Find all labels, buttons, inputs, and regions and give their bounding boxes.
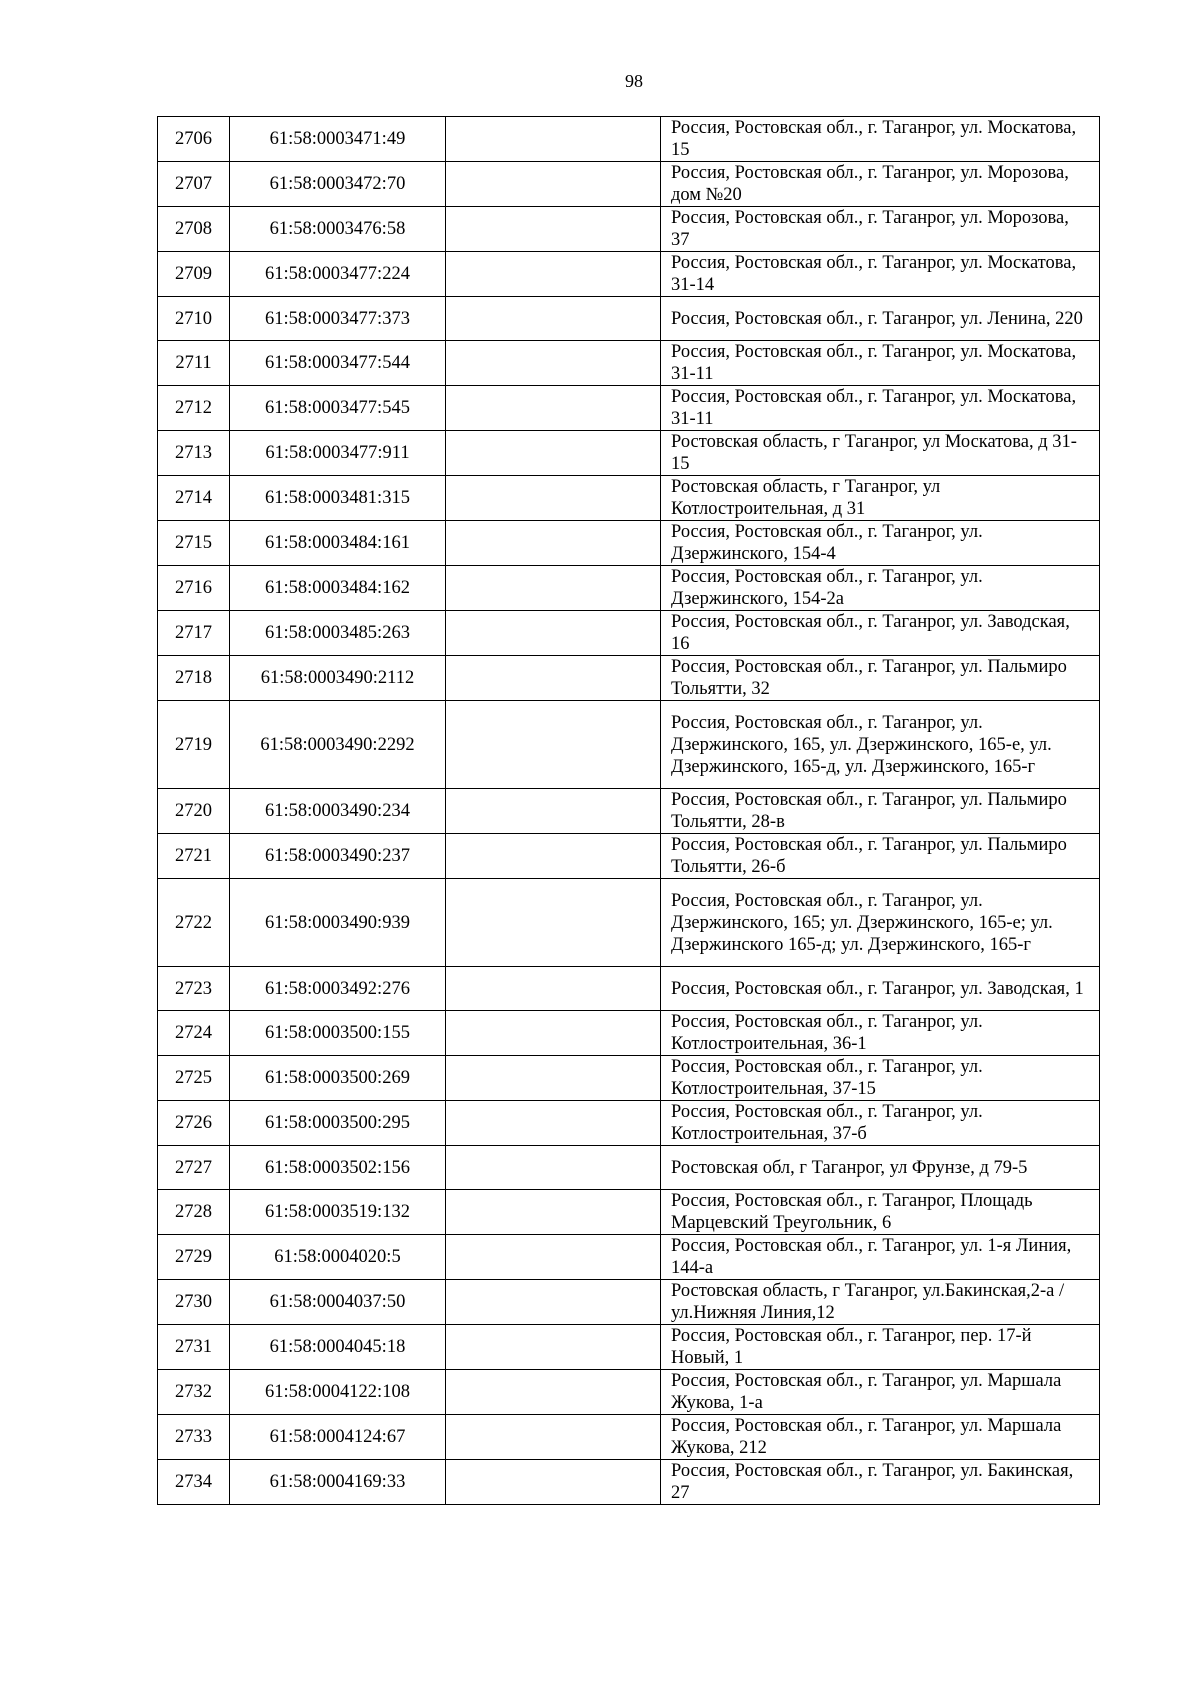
empty-cell [446, 297, 661, 341]
table-row [158, 566, 1100, 611]
row-number-cell: 2706 [158, 117, 230, 162]
table-row [158, 207, 1100, 252]
cadastral-number-cell: 61:58:0003481:315 [230, 476, 446, 521]
address-cell: Россия, Ростовская обл., г. Таганрог, ул. Бакинская, 27 [661, 1460, 1100, 1505]
row-number-cell: 2709 [158, 252, 230, 297]
cadastral-number-cell: 61:58:0003477:224 [230, 252, 446, 297]
table-row [158, 341, 1100, 386]
row-number-cell: 2712 [158, 386, 230, 431]
cadastral-number-cell: 61:58:0003490:2292 [230, 701, 446, 789]
cadastral-number-cell: 61:58:0003490:234 [230, 789, 446, 834]
cadastral-number-cell: 61:58:0003492:276 [230, 967, 446, 1011]
row-number-cell: 2727 [158, 1146, 230, 1190]
address-cell: Ростовская обл, г Таганрог, ул Фрунзе, д 79-5 [661, 1146, 1100, 1190]
cadastral-number-cell: 61:58:0004020:5 [230, 1235, 446, 1280]
table-row [158, 386, 1100, 431]
registry-table [157, 116, 1100, 1505]
row-number-cell: 2721 [158, 834, 230, 879]
row-number-cell: 2731 [158, 1325, 230, 1370]
table-row [158, 476, 1100, 521]
table-row [158, 611, 1100, 656]
empty-cell [446, 611, 661, 656]
empty-cell [446, 789, 661, 834]
row-number-cell: 2720 [158, 789, 230, 834]
cadastral-number-cell: 61:58:0004037:50 [230, 1280, 446, 1325]
empty-cell [446, 207, 661, 252]
empty-cell [446, 521, 661, 566]
empty-cell [446, 386, 661, 431]
cadastral-number-cell: 61:58:0003519:132 [230, 1190, 446, 1235]
cadastral-number-cell: 61:58:0004122:108 [230, 1370, 446, 1415]
address-cell: Россия, Ростовская обл., г. Таганрог, ул. Маршала Жукова, 1-а [661, 1370, 1100, 1415]
cadastral-number-cell: 61:58:0003477:544 [230, 341, 446, 386]
cadastral-number-cell: 61:58:0004124:67 [230, 1415, 446, 1460]
address-cell: Россия, Ростовская обл., г. Таганрог, ул. Москатова, 31-11 [661, 386, 1100, 431]
table-row [158, 789, 1100, 834]
address-cell: Россия, Ростовская обл., г. Таганрог, ул. Дзержинского, 154-2а [661, 566, 1100, 611]
address-cell: Россия, Ростовская обл., г. Таганрог, ул. Москатова, 31-11 [661, 341, 1100, 386]
empty-cell [446, 1011, 661, 1056]
empty-cell [446, 341, 661, 386]
address-cell: Россия, Ростовская обл., г. Таганрог, ул. Заводская, 16 [661, 611, 1100, 656]
table-row [158, 1280, 1100, 1325]
address-cell: Россия, Ростовская обл., г. Таганрог, ул. Морозова, дом №20 [661, 162, 1100, 207]
row-number-cell: 2734 [158, 1460, 230, 1505]
table-row [158, 162, 1100, 207]
row-number-cell: 2719 [158, 701, 230, 789]
cadastral-number-cell: 61:58:0003477:373 [230, 297, 446, 341]
table-row [158, 1370, 1100, 1415]
cadastral-number-cell: 61:58:0003500:269 [230, 1056, 446, 1101]
address-cell: Россия, Ростовская обл., г. Таганрог, ул. Морозова, 37 [661, 207, 1100, 252]
row-number-cell: 2716 [158, 566, 230, 611]
address-cell: Ростовская область, г Таганрог, ул.Бакинская,2-а / ул.Нижняя Линия,12 [661, 1280, 1100, 1325]
empty-cell [446, 834, 661, 879]
table-row [158, 431, 1100, 476]
cadastral-number-cell: 61:58:0004169:33 [230, 1460, 446, 1505]
cadastral-number-cell: 61:58:0004045:18 [230, 1325, 446, 1370]
address-cell: Россия, Ростовская обл., г. Таганрог, ул. Котлостроительная, 37-15 [661, 1056, 1100, 1101]
row-number-cell: 2710 [158, 297, 230, 341]
address-cell: Россия, Ростовская обл., г. Таганрог, ул. Пальмиро Тольятти, 26-б [661, 834, 1100, 879]
address-cell: Россия, Ростовская обл., г. Таганрог, ул. 1-я Линия, 144-а [661, 1235, 1100, 1280]
empty-cell [446, 1056, 661, 1101]
row-number-cell: 2733 [158, 1415, 230, 1460]
table-row [158, 1460, 1100, 1505]
cadastral-number-cell: 61:58:0003500:155 [230, 1011, 446, 1056]
table-row [158, 1011, 1100, 1056]
empty-cell [446, 879, 661, 967]
table-row [158, 834, 1100, 879]
empty-cell [446, 162, 661, 207]
row-number-cell: 2708 [158, 207, 230, 252]
empty-cell [446, 566, 661, 611]
cadastral-number-cell: 61:58:0003476:58 [230, 207, 446, 252]
address-cell: Россия, Ростовская обл., г. Таганрог, ул. Маршала Жукова, 212 [661, 1415, 1100, 1460]
address-cell: Россия, Ростовская обл., г. Таганрог, ул. Пальмиро Тольятти, 28-в [661, 789, 1100, 834]
cadastral-number-cell: 61:58:0003490:2112 [230, 656, 446, 701]
row-number-cell: 2722 [158, 879, 230, 967]
table-row [158, 656, 1100, 701]
empty-cell [446, 1101, 661, 1146]
empty-cell [446, 1370, 661, 1415]
table-row [158, 297, 1100, 341]
row-number-cell: 2723 [158, 967, 230, 1011]
table-row [158, 1146, 1100, 1190]
address-cell: Ростовская область, г Таганрог, ул Котлостроительная, д 31 [661, 476, 1100, 521]
empty-cell [446, 1280, 661, 1325]
row-number-cell: 2725 [158, 1056, 230, 1101]
address-cell: Россия, Ростовская обл., г. Таганрог, ул. Дзержинского, 165; ул. Дзержинского, 165-е; ул. Дзержинского 165-д; ул. Дзержинского, 165-г [661, 879, 1100, 967]
row-number-cell: 2714 [158, 476, 230, 521]
table-row [158, 1235, 1100, 1280]
empty-cell [446, 252, 661, 297]
row-number-cell: 2732 [158, 1370, 230, 1415]
address-cell: Россия, Ростовская обл., г. Таганрог, ул. Ленина, 220 [661, 297, 1100, 341]
table-row [158, 521, 1100, 566]
empty-cell [446, 701, 661, 789]
table-row [158, 1415, 1100, 1460]
cadastral-number-cell: 61:58:0003490:237 [230, 834, 446, 879]
empty-cell [446, 656, 661, 701]
registry-table-body [158, 117, 1100, 1505]
cadastral-number-cell: 61:58:0003485:263 [230, 611, 446, 656]
row-number-cell: 2707 [158, 162, 230, 207]
address-cell: Россия, Ростовская обл., г. Таганрог, ул. Котлостроительная, 36-1 [661, 1011, 1100, 1056]
row-number-cell: 2711 [158, 341, 230, 386]
cadastral-number-cell: 61:58:0003502:156 [230, 1146, 446, 1190]
address-cell: Россия, Ростовская обл., г. Таганрог, ул. Пальмиро Тольятти, 32 [661, 656, 1100, 701]
address-cell: Россия, Ростовская обл., г. Таганрог, пер. 17-й Новый, 1 [661, 1325, 1100, 1370]
cadastral-number-cell: 61:58:0003490:939 [230, 879, 446, 967]
table-row [158, 1325, 1100, 1370]
empty-cell [446, 1325, 661, 1370]
empty-cell [446, 1235, 661, 1280]
page-number: 98 [625, 71, 643, 91]
row-number-cell: 2730 [158, 1280, 230, 1325]
cadastral-number-cell: 61:58:0003472:70 [230, 162, 446, 207]
empty-cell [446, 431, 661, 476]
address-cell: Россия, Ростовская обл., г. Таганрог, ул. Москатова, 15 [661, 117, 1100, 162]
cadastral-number-cell: 61:58:0003484:161 [230, 521, 446, 566]
empty-cell [446, 1415, 661, 1460]
empty-cell [446, 967, 661, 1011]
address-cell: Россия, Ростовская обл., г. Таганрог, ул. Дзержинского, 154-4 [661, 521, 1100, 566]
cadastral-number-cell: 61:58:0003500:295 [230, 1101, 446, 1146]
empty-cell [446, 117, 661, 162]
row-number-cell: 2724 [158, 1011, 230, 1056]
address-cell: Россия, Ростовская обл., г. Таганрог, Площадь Марцевский Треугольник, 6 [661, 1190, 1100, 1235]
cadastral-number-cell: 61:58:0003484:162 [230, 566, 446, 611]
address-cell: Россия, Ростовская обл., г. Таганрог, ул. Москатова, 31-14 [661, 252, 1100, 297]
empty-cell [446, 1460, 661, 1505]
row-number-cell: 2715 [158, 521, 230, 566]
row-number-cell: 2717 [158, 611, 230, 656]
table-row [158, 117, 1100, 162]
address-cell: Ростовская область, г Таганрог, ул Москатова, д 31-15 [661, 431, 1100, 476]
row-number-cell: 2726 [158, 1101, 230, 1146]
cadastral-number-cell: 61:58:0003477:911 [230, 431, 446, 476]
address-cell: Россия, Ростовская обл., г. Таганрог, ул. Дзержинского, 165, ул. Дзержинского, 165-е, ул. Дзержинского, 165-д, ул. Дзержинского, 165-г [661, 701, 1100, 789]
table-row [158, 1190, 1100, 1235]
table-row [158, 1056, 1100, 1101]
table-row [158, 1101, 1100, 1146]
table-row [158, 879, 1100, 967]
cadastral-number-cell: 61:58:0003477:545 [230, 386, 446, 431]
row-number-cell: 2718 [158, 656, 230, 701]
cadastral-number-cell: 61:58:0003471:49 [230, 117, 446, 162]
empty-cell [446, 1190, 661, 1235]
table-row [158, 252, 1100, 297]
table-row [158, 701, 1100, 789]
empty-cell [446, 476, 661, 521]
table-row [158, 967, 1100, 1011]
row-number-cell: 2713 [158, 431, 230, 476]
empty-cell [446, 1146, 661, 1190]
row-number-cell: 2728 [158, 1190, 230, 1235]
address-cell: Россия, Ростовская обл., г. Таганрог, ул. Котлостроительная, 37-б [661, 1101, 1100, 1146]
row-number-cell: 2729 [158, 1235, 230, 1280]
address-cell: Россия, Ростовская обл., г. Таганрог, ул. Заводская, 1 [661, 967, 1100, 1011]
